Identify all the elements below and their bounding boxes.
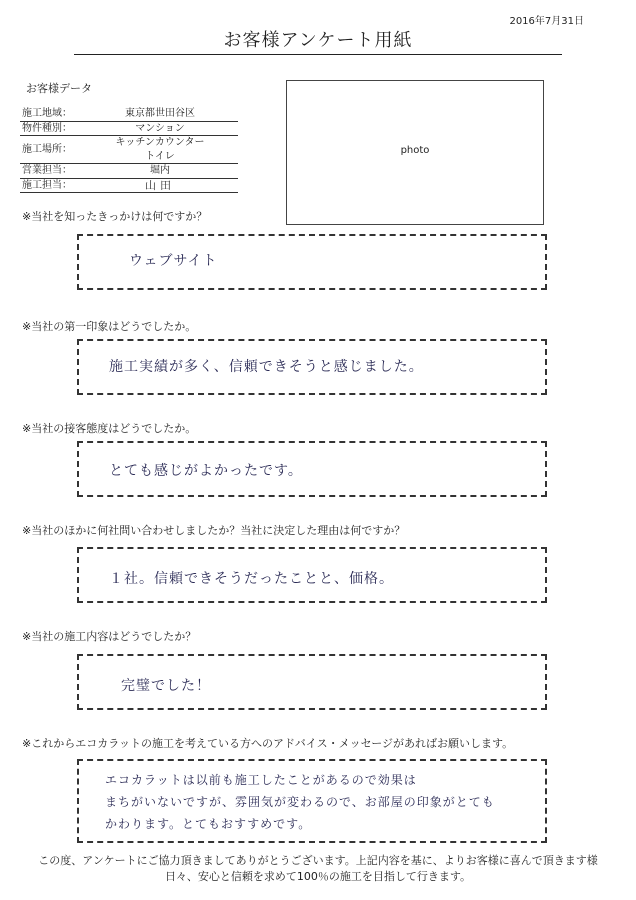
photo-placeholder	[286, 80, 544, 225]
table-row	[20, 178, 238, 193]
customer-data-table	[20, 107, 238, 193]
table-row	[20, 136, 238, 164]
question-3: ※当社の接客態度はどうでしたか。	[22, 422, 197, 435]
photo-label: photo	[400, 145, 430, 156]
field-value: 堀内	[104, 164, 238, 179]
question-4: ※当社のほかに何社問い合わせしましたか？当社に決定した理由は何ですか？	[22, 524, 406, 537]
table-row	[20, 164, 238, 179]
customer-section-label: お客様データ	[26, 82, 92, 95]
question-1: ※当社を知ったきっかけは何ですか？	[22, 210, 208, 223]
field-label: 物件種別：	[20, 121, 104, 136]
answer-box-4	[77, 547, 547, 603]
table-row	[20, 107, 238, 121]
title-bar	[74, 30, 562, 55]
field-value-handwritten: 山田	[104, 178, 238, 193]
field-label: 施工地域：	[20, 107, 104, 121]
answer-box-1	[77, 234, 547, 290]
question-5: ※当社の施工内容はどうでしたか？	[22, 630, 197, 643]
answer-line: ウェブサイト	[129, 253, 218, 269]
field-value: 東京都世田谷区	[104, 107, 238, 121]
answer-line: エコカラットは以前も施工したことがあるので効果は	[105, 773, 417, 787]
answer-line: １社。信頼できそうだったことと、価格。	[109, 571, 394, 587]
page-title: お客様アンケート用紙	[223, 30, 413, 51]
answer-line: とても感じがよかったです。	[109, 463, 303, 479]
answer-line: 完璧でした！	[121, 678, 211, 694]
survey-date: 2016年7月31日	[509, 16, 584, 27]
field-label: 営業担当：	[20, 164, 104, 179]
answer-box-5	[77, 654, 547, 710]
answer-line: まちがいないですが、雰囲気が変わるので、お部屋の印象がとても	[105, 795, 495, 809]
answer-box-6	[77, 759, 547, 843]
table-row	[20, 121, 238, 136]
answer-line: かわります。とてもおすすめです。	[105, 817, 312, 831]
footer-line: この度、アンケートにご協力頂きましてありがとうございます。上記内容を基に、よりお客様に喜んで頂きます様	[38, 854, 598, 867]
field-label: 施工担当：	[20, 178, 104, 193]
question-2: ※当社の第一印象はどうでしたか。	[22, 320, 197, 333]
field-value: キッチンカウンター トイレ	[104, 136, 238, 164]
footer-message	[0, 853, 636, 885]
answer-box-2	[77, 339, 547, 395]
field-value: マンション	[104, 121, 238, 136]
answer-line: 施工実績が多く、信頼できそうと感じました。	[109, 359, 424, 375]
field-label: 施工場所：	[20, 136, 104, 164]
answer-box-3	[77, 441, 547, 497]
question-6: ※これからエコカラットの施工を考えている方へのアドバイス・メッセージがあればお願いします。	[22, 737, 514, 750]
footer-line: 日々、安心と信頼を求めて100％の施工を目指して行きます。	[164, 870, 472, 883]
